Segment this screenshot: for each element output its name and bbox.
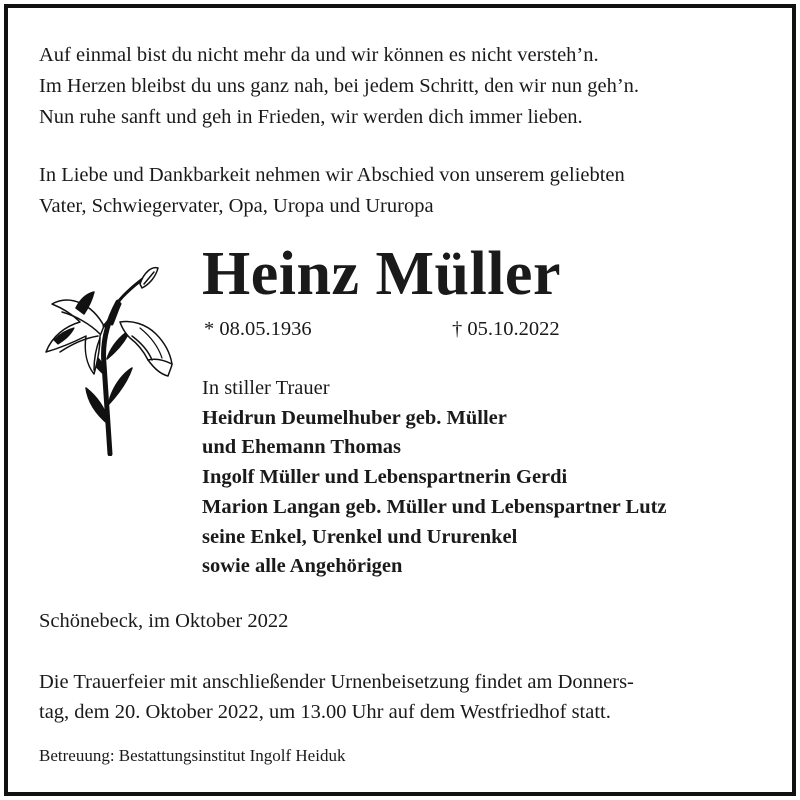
intro-line: Vater, Schwiegervater, Opa, Uropa und Ururopa bbox=[39, 195, 434, 217]
intro-line: In Liebe und Dankbarkeit nehmen wir Abschied von unserem geliebten bbox=[39, 164, 625, 186]
service-line: Die Trauerfeier mit anschließender Urnenbeisetzung findet am Donners- bbox=[39, 671, 634, 693]
verse-line: Im Herzen bleibst du uns ganz nah, bei jedem Schritt, den wir nun geh’n. bbox=[39, 75, 640, 97]
death-date: † 05.10.2022 bbox=[452, 318, 560, 340]
mourner-line: Marion Langan geb. Müller und Lebenspartner Lutz bbox=[202, 496, 667, 518]
lily-flower-icon bbox=[40, 264, 180, 456]
deceased-name: Heinz Müller bbox=[202, 240, 561, 308]
mourner-line: und Ehemann Thomas bbox=[202, 436, 402, 458]
mourner-line: Ingolf Müller und Lebenspartnerin Gerdi bbox=[202, 466, 568, 488]
funeral-home-credit: Betreuung: Bestattungsinstitut Ingolf Heiduk bbox=[39, 746, 346, 765]
mourners-heading: In stiller Trauer bbox=[202, 377, 330, 399]
service-line: tag, dem 20. Oktober 2022, um 13.00 Uhr auf dem Westfriedhof statt. bbox=[39, 701, 611, 723]
verse-line: Nun ruhe sanft und geh in Frieden, wir werden dich immer lieben. bbox=[39, 106, 583, 128]
mourner-line: sowie alle Angehörigen bbox=[202, 555, 403, 577]
mourner-line: Heidrun Deumelhuber geb. Müller bbox=[202, 407, 507, 429]
mourner-line: seine Enkel, Urenkel und Ururenkel bbox=[202, 526, 518, 548]
verse-line: Auf einmal bist du nicht mehr da und wir können es nicht versteh’n. bbox=[39, 44, 599, 66]
place-date: Schönebeck, im Oktober 2022 bbox=[39, 610, 289, 632]
birth-date: * 08.05.1936 bbox=[204, 318, 312, 340]
obituary-notice bbox=[4, 4, 796, 796]
